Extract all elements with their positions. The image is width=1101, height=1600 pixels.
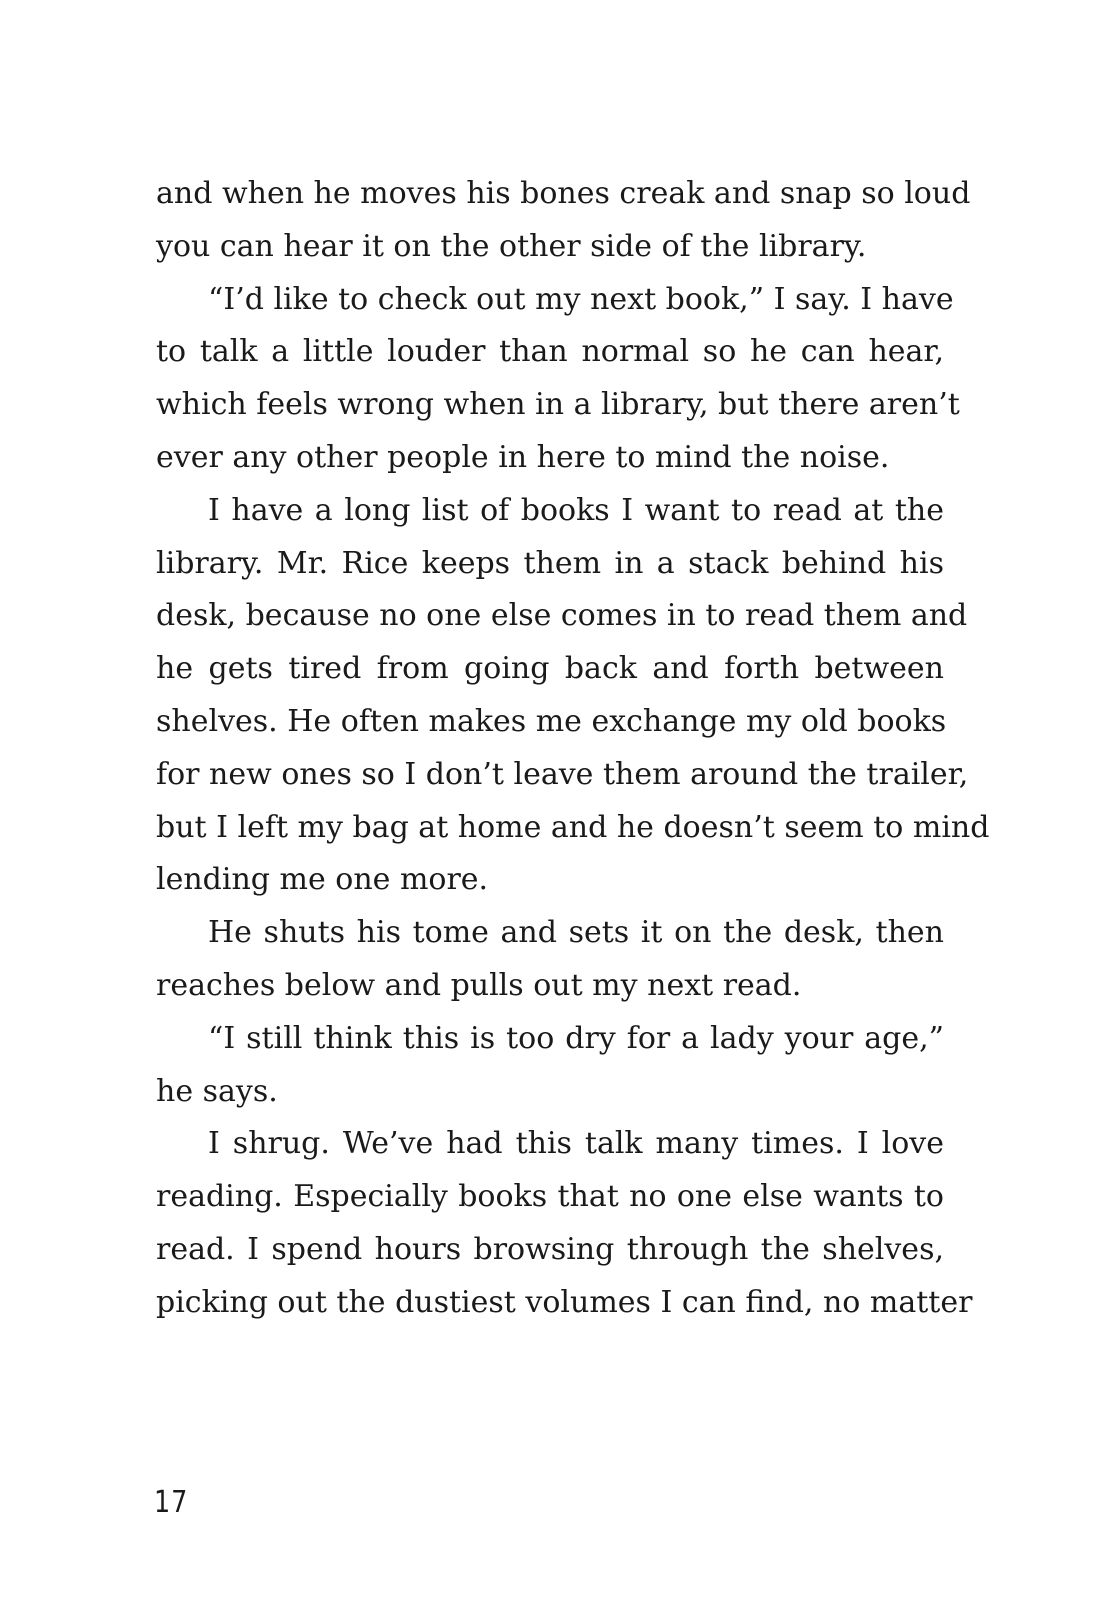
text-line: for new ones so I don’t leave them around the trailer, (156, 756, 969, 792)
text-line: “I’d like to check out my next book,” I say. I have (208, 281, 954, 317)
text-line: I have a long list of books I want to read at the (208, 492, 944, 528)
text-line: he gets tired from going back and forth between (156, 651, 944, 687)
text-line: desk, because no one else comes in to read them and (156, 598, 968, 634)
text-line: He shuts his tome and sets it on the desk, then (208, 915, 944, 951)
page-number: 17 (154, 1485, 189, 1520)
text-line: lending me one more. (156, 862, 489, 898)
body-text (156, 168, 990, 1330)
text-line: “I still think this is too dry for a lady your age,” (208, 1020, 944, 1056)
text-line: which feels wrong when in a library, but there aren’t (156, 387, 960, 423)
text-line: read. I spend hours browsing through the shelves, (156, 1231, 944, 1267)
text-line: picking out the dustiest volumes I can find, no matter (156, 1284, 973, 1320)
text-line: shelves. He often makes me exchange my old books (156, 703, 947, 739)
text-line: but I left my bag at home and he doesn’t seem to mind (156, 809, 990, 845)
text-line: reading. Especially books that no one else wants to (156, 1179, 944, 1215)
text-line: and when he moves his bones creak and snap so loud (156, 176, 971, 211)
text-line: reaches below and pulls out my next read. (156, 967, 802, 1003)
text-line: to talk a little louder than normal so he can hear, (156, 334, 944, 370)
text-line: you can hear it on the other side of the library. (156, 228, 867, 264)
text-line: he says. (156, 1073, 278, 1109)
text-line: ever any other people in here to mind the noise. (156, 439, 890, 475)
text-line: I shrug. We’ve had this talk many times. I love (208, 1126, 944, 1162)
text-line: library. Mr. Rice keeps them in a stack behind his (156, 545, 944, 581)
